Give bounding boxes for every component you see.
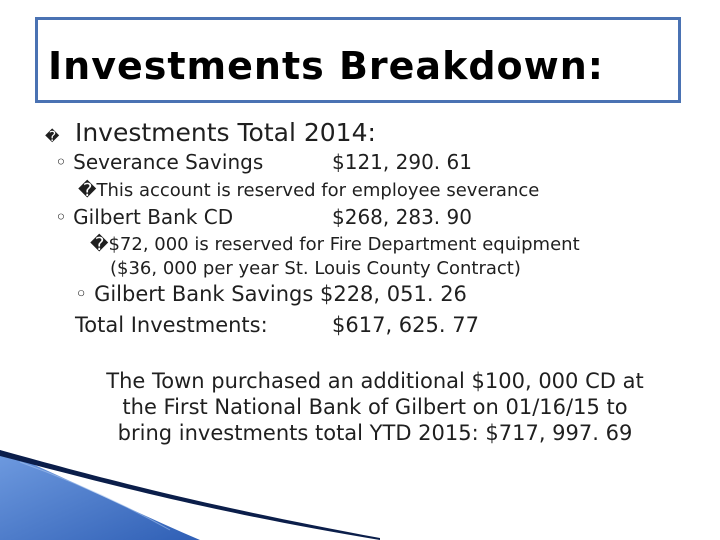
item-bullet: ◦ xyxy=(55,205,67,229)
item-note-gilbert-cd xyxy=(90,234,580,255)
list-item-gilbert-cd xyxy=(55,205,233,229)
decorative-swoosh xyxy=(0,450,380,540)
note-text: $72, 000 is reserved for Fire Department equipment xyxy=(108,234,580,255)
note-bullet: � xyxy=(78,180,97,201)
section-bullet: � xyxy=(45,129,60,145)
title-box xyxy=(35,17,681,103)
item-note-severance xyxy=(78,180,539,201)
section-heading xyxy=(45,118,376,147)
note-bullet: � xyxy=(90,234,109,255)
closing-paragraph xyxy=(70,368,680,446)
item-bullet: ◦ xyxy=(55,150,67,174)
closing-line: bring investments total YTD 2015: $717, 997. 69 xyxy=(117,421,633,445)
slide-title: Investments Breakdown: xyxy=(48,44,605,88)
section-heading-text: Investments Total 2014: xyxy=(74,118,376,147)
item-amount-severance: $121, 290. 61 xyxy=(332,150,472,174)
item-name: Gilbert Bank Savings xyxy=(94,282,314,306)
item-name: Severance Savings xyxy=(73,150,264,174)
note-text: This account is reserved for employee severance xyxy=(96,180,540,201)
item-note2-gilbert-cd: ($36, 000 per year St. Louis County Contract) xyxy=(110,258,521,279)
list-item-severance xyxy=(55,150,263,174)
closing-line: The Town purchased an additional $100, 000 CD at xyxy=(106,369,644,393)
item-bullet: ◦ xyxy=(75,282,88,306)
closing-line: the First National Bank of Gilbert on 01/16/15 to xyxy=(122,395,628,419)
total-label: Total Investments: xyxy=(75,313,268,337)
list-item-gilbert-savings xyxy=(75,282,467,306)
total-amount: $617, 625. 77 xyxy=(332,313,479,337)
item-amount: $228, 051. 26 xyxy=(319,282,467,306)
item-name: Gilbert Bank CD xyxy=(73,205,234,229)
item-amount-gilbert-cd: $268, 283. 90 xyxy=(332,205,472,229)
